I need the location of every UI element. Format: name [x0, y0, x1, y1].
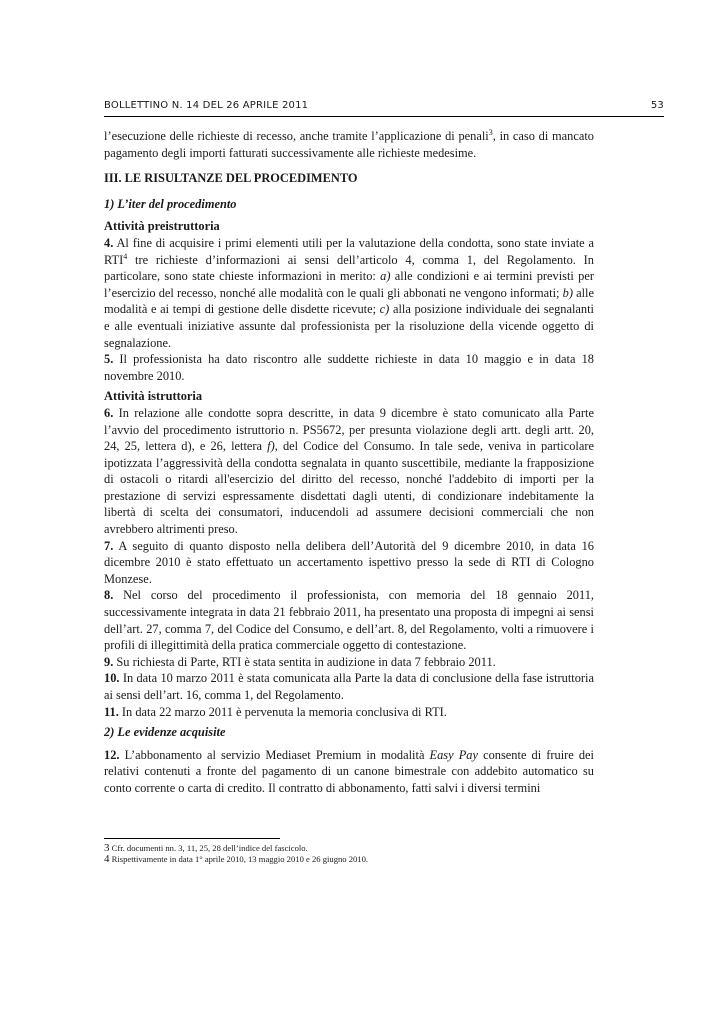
footnotes: [104, 843, 594, 866]
paragraph-9: 9. Su richiesta di Parte, RTI è stata sentita in audizione in data 7 febbraio 2011.: [104, 654, 496, 669]
footnote-ref-4: 4: [123, 251, 128, 261]
header-rule: [104, 116, 664, 117]
footnote-4: 4 Rispettivamente in data 1° aprile 2010, 13 maggio 2010 e 26 giugno 2010.: [104, 853, 369, 866]
intro-paragraph: l’esecuzione delle richieste di recesso, anche tramite l’applicazione di penali$^3$, in caso di mancato pagamento degli importi fatturati successivamente alle richieste medesime.: [104, 127, 594, 160]
heading-preistruttoria: Attività preistruttoria: [104, 219, 220, 234]
paragraph-6: 6. In relazione alle condotte sopra descritte, in data 9 dicembre è stato comunicato alla Parte l’avvio del procedimento istruttorio n. PS5672, per presunta violazione degli artt. degli artt. 20, 24, 25, lettera d), e 26, lettera f), del Codice del Consumo. In tale sede, veniva in particolare ipotizzata l’aggressività della condotta segnalata in quanto suscettibile, mediante la frapposizione di ostacoli o ritardi all'esercizio del diritto del recesso, nonché l'addebito di importi per la prestazione di servizi espressamente disdettati dagli utenti, di condizionare indebitamente la libertà di scelta dei consumatori, inducendoli ad assumere decisioni commerciali che non avrebbero altrimenti preso.: [104, 405, 594, 537]
body-text: [104, 128, 594, 797]
subsection-title-evidenze: 2) Le evidenze acquisite: [104, 725, 226, 740]
section-title: III. LE RISULTANZE DEL PROCEDIMENTO: [104, 171, 358, 186]
footnote-3: 3 Cfr. documenti nn. 3, 11, 25, 28 dell’indice del fascicolo.: [104, 842, 308, 854]
paragraph-5: 5. Il professionista ha dato riscontro alle suddette richieste in data 10 maggio e in data 18 novembre 2010.: [104, 352, 594, 383]
paragraph-10: 10. In data 10 marzo 2011 è stata comunicata alla Parte la data di conclusione della fase istruttoria ai sensi dell’art. 16, comma 1, del Regolamento.: [104, 671, 594, 702]
bulletin-title: BOLLETTINO N. 14 DEL 26 APRILE 2011: [104, 100, 309, 111]
paragraph-12: 12. L’abbonamento al servizio Mediaset Premium in modalità Easy Pay consente di fruire dei relativi contenuti a fronte del pagamento di un canone bimestrale con addebito automatico su conto corrente o carta di credito. Il contratto di abbonamento, fatti salvi i diversi termini: [104, 747, 595, 795]
heading-istruttoria: Attività istruttoria: [104, 389, 203, 404]
footnote-rule: [104, 838, 280, 839]
page-number: 53: [650, 100, 664, 111]
paragraph-7: 7. A seguito di quanto disposto nella delibera dell’Autorità del 9 dicembre 2010, in data 16 dicembre 2010 è stato effettuato un accertamento ispettivo presso la sede di RTI di Cologno Monzese.: [104, 538, 594, 586]
footnote-ref-3: 3: [488, 127, 493, 137]
subsection-title-iter: 1) L’iter del procedimento: [104, 196, 237, 211]
paragraph-8: 8. Nel corso del procedimento il professionista, con memoria del 18 gennaio 2011, successivamente integrata in data 21 febbraio 2011, ha presentato una proposta di impegni ai sensi dell’art. 27, comma 7, del Codice del Consumo, e dell’art. 8, del Regolamento, volti a rimuovere i profili di illegittimità della pratica commerciale oggetto di contestazione.: [104, 588, 594, 653]
paragraph-11: 11. In data 22 marzo 2011 è pervenuta la memoria conclusiva di RTI.: [104, 704, 447, 719]
paragraph-4: 4. Al fine di acquisire i primi elementi utili per la valutazione della condotta, sono state inviate a RTI$^4$ tre richieste d’informazioni ai sensi dell’articolo 4, comma 1, del Regolamento. In particolare, sono state chieste informazioni in merito: a) alle condizioni e ai termini previsti per l’esercizio del recesso, nonché alle modalità con le quali gli abbonati ne vengono informati; b) alle modalità e ai tempi di gestione delle disdette ricevute; c) alla posizione individuale dei segnalanti e alle eventuali iniziative assunte dal professionista per la risoluzione della vicende oggetto di segnalazione.: [104, 235, 595, 350]
